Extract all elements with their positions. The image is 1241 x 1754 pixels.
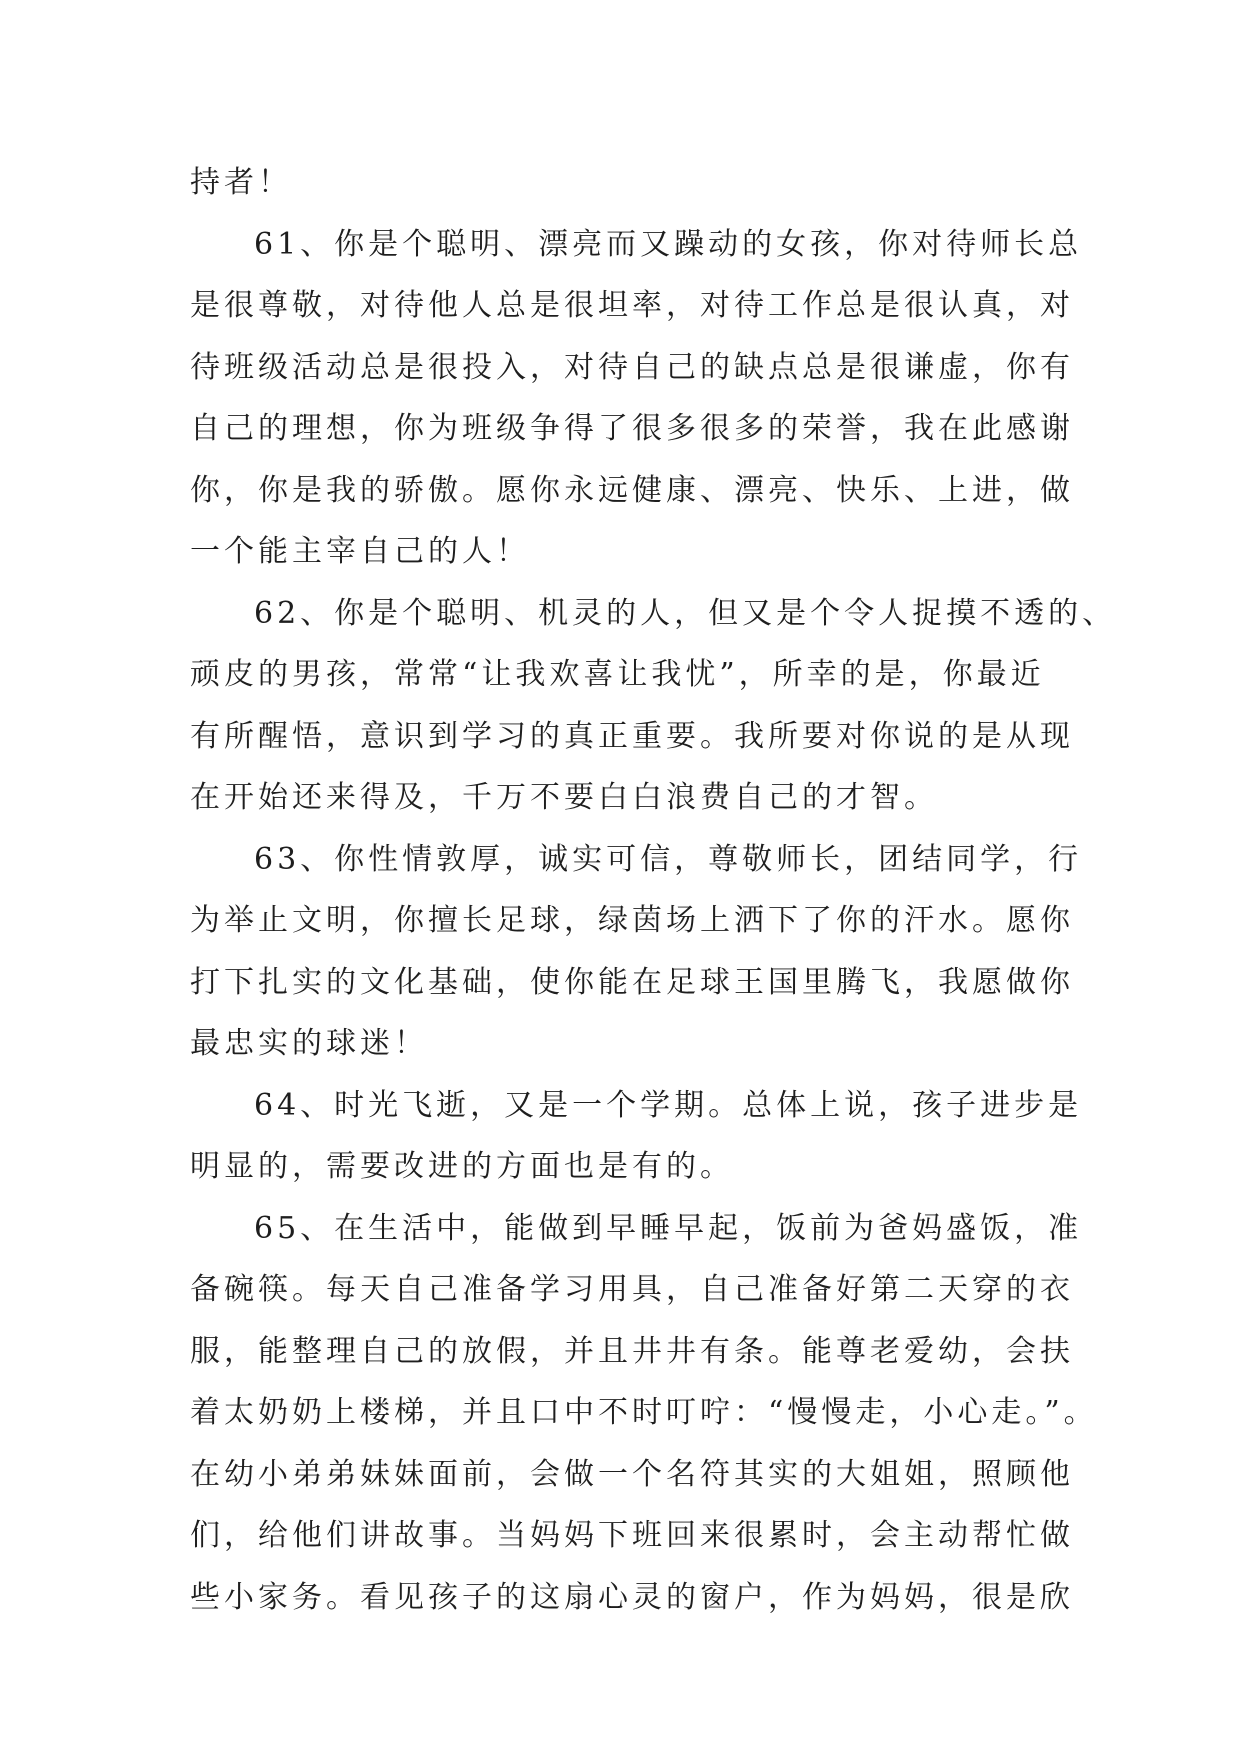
- text-line: 持者！: [190, 165, 292, 200]
- text-line: 一个能主宰自己的人！: [190, 534, 530, 569]
- text-line: 63、你性情敦厚，诚实可信，尊敬师长，团结同学，行: [254, 841, 1083, 877]
- text-line: 打下扎实的文化基础，使你能在足球王国里腾飞，我愿做你: [190, 964, 1074, 1000]
- text-line: 你，你是我的骄傲。愿你永远健康、漂亮、快乐、上进，做: [190, 472, 1074, 508]
- text-line: 们，给他们讲故事。当妈妈下班回来很累时，会主动帮忙做: [190, 1518, 1074, 1553]
- document-page: [190, 152, 1117, 1628]
- text-line: 是很尊敬，对待他人总是很坦率，对待工作总是很认真，对: [190, 288, 1074, 323]
- text-line: 待班级活动总是很投入，对待自己的缺点总是很谦虚，你有: [190, 349, 1074, 385]
- text-line: 自己的理想，你为班级争得了很多很多的荣誉，我在此感谢: [190, 411, 1074, 446]
- text-line: 服，能整理自己的放假，并且井井有条。能尊老爱幼，会扶: [190, 1333, 1074, 1369]
- text-line: 着太奶奶上楼梯，并且口中不时叮咛：“慢慢走，小心走。”。: [190, 1395, 1098, 1430]
- text-line: 备碗筷。每天自己准备学习用具，自己准备好第二天穿的衣: [190, 1272, 1074, 1307]
- text-line: 在开始还来得及，千万不要白白浪费自己的才智。: [190, 780, 938, 815]
- text-line: 61、你是个聪明、漂亮而又躁动的女孩，你对待师长总: [254, 226, 1083, 262]
- text-line: 些小家务。看见孩子的这扇心灵的窗户，作为妈妈，很是欣: [190, 1579, 1074, 1615]
- text-line: 明显的，需要改进的方面也是有的。: [190, 1149, 734, 1184]
- text-line: 65、在生活中，能做到早睡早起，饭前为爸妈盛饭，准: [254, 1210, 1083, 1246]
- text-line: 顽皮的男孩，常常“让我欢喜让我忧”，所幸的是，你最近: [190, 657, 1045, 692]
- text-line: 为举止文明，你擅长足球，绿茵场上洒下了你的汗水。愿你: [190, 903, 1074, 938]
- text-line: 62、你是个聪明、机灵的人，但又是个令人捉摸不透的、: [254, 595, 1117, 631]
- text-line: 64、时光飞逝，又是一个学期。总体上说，孩子进步是: [254, 1087, 1083, 1123]
- text-line: 最忠实的球迷！: [190, 1026, 428, 1061]
- text-line: 有所醒悟，意识到学习的真正重要。我所要对你说的是从现: [190, 718, 1074, 754]
- text-line: 在幼小弟弟妹妹面前，会做一个名符其实的大姐姐，照顾他: [190, 1456, 1074, 1492]
